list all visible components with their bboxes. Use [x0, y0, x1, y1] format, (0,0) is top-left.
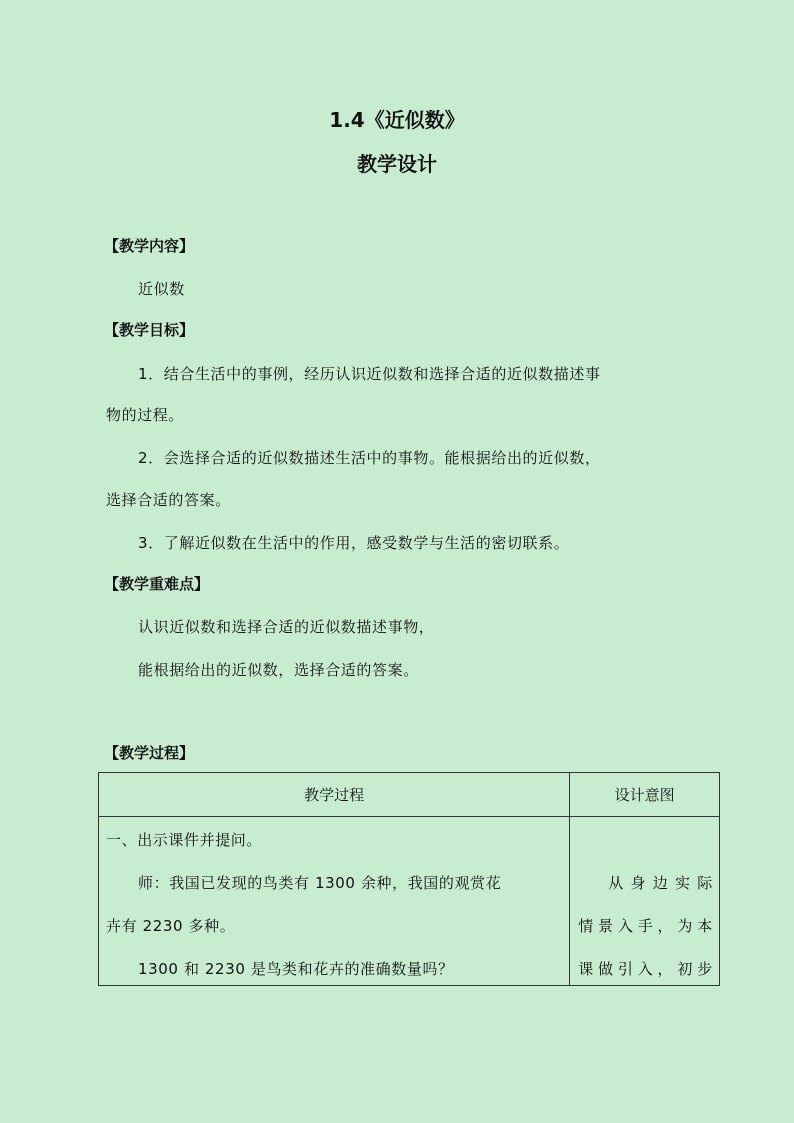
- content-text: 近似数: [138, 280, 185, 298]
- section-heading-process: 【教学过程】: [104, 744, 195, 762]
- intent-line: 从身边实际: [608, 874, 713, 892]
- process-line: 师：我国已发现的鸟类有 1300 余种，我国的观赏花: [138, 874, 502, 892]
- goal-2-line-2: 选择合适的答案。: [106, 491, 231, 509]
- section-heading-keypoints: 【教学重难点】: [104, 575, 210, 593]
- goal-2-line-1: 2．会选择合适的近似数描述生活中的事物。能根据给出的近似数，: [138, 449, 601, 467]
- section-heading-goals: 【教学目标】: [104, 321, 195, 339]
- keypoint-2: 能根据给出的近似数，选择合适的答案。: [138, 661, 419, 679]
- table-row: [99, 817, 720, 986]
- process-line: 1300 和 2230 是鸟类和花卉的准确数量吗？: [138, 960, 454, 978]
- keypoint-1: 认识近似数和选择合适的近似数描述事物，: [138, 618, 435, 636]
- section-heading-content: 【教学内容】: [104, 237, 195, 255]
- document-subtitle: 教学设计: [357, 152, 437, 176]
- intent-line: 课做引入，初步: [578, 960, 713, 978]
- intent-line: 情景入手，为本: [578, 917, 713, 935]
- goal-1-line-2: 物的过程。: [106, 406, 185, 424]
- process-line: 卉有 2230 多种。: [106, 917, 236, 935]
- process-line: 一、出示课件并提问。: [106, 831, 263, 849]
- goal-3-line-1: 3．了解近似数在生活中的作用，感受数学与生活的密切联系。: [138, 534, 570, 552]
- document-title: 1.4《近似数》: [329, 108, 465, 132]
- teaching-process-table: [98, 772, 720, 986]
- table-header-row: [99, 773, 720, 817]
- intent-cell: [570, 817, 720, 986]
- goal-1-line-1: 1．结合生活中的事例，经历认识近似数和选择合适的近似数描述事: [138, 365, 601, 383]
- process-cell: [99, 817, 570, 986]
- table-header-process: 教学过程: [99, 773, 570, 817]
- table-header-intent: 设计意图: [570, 773, 720, 817]
